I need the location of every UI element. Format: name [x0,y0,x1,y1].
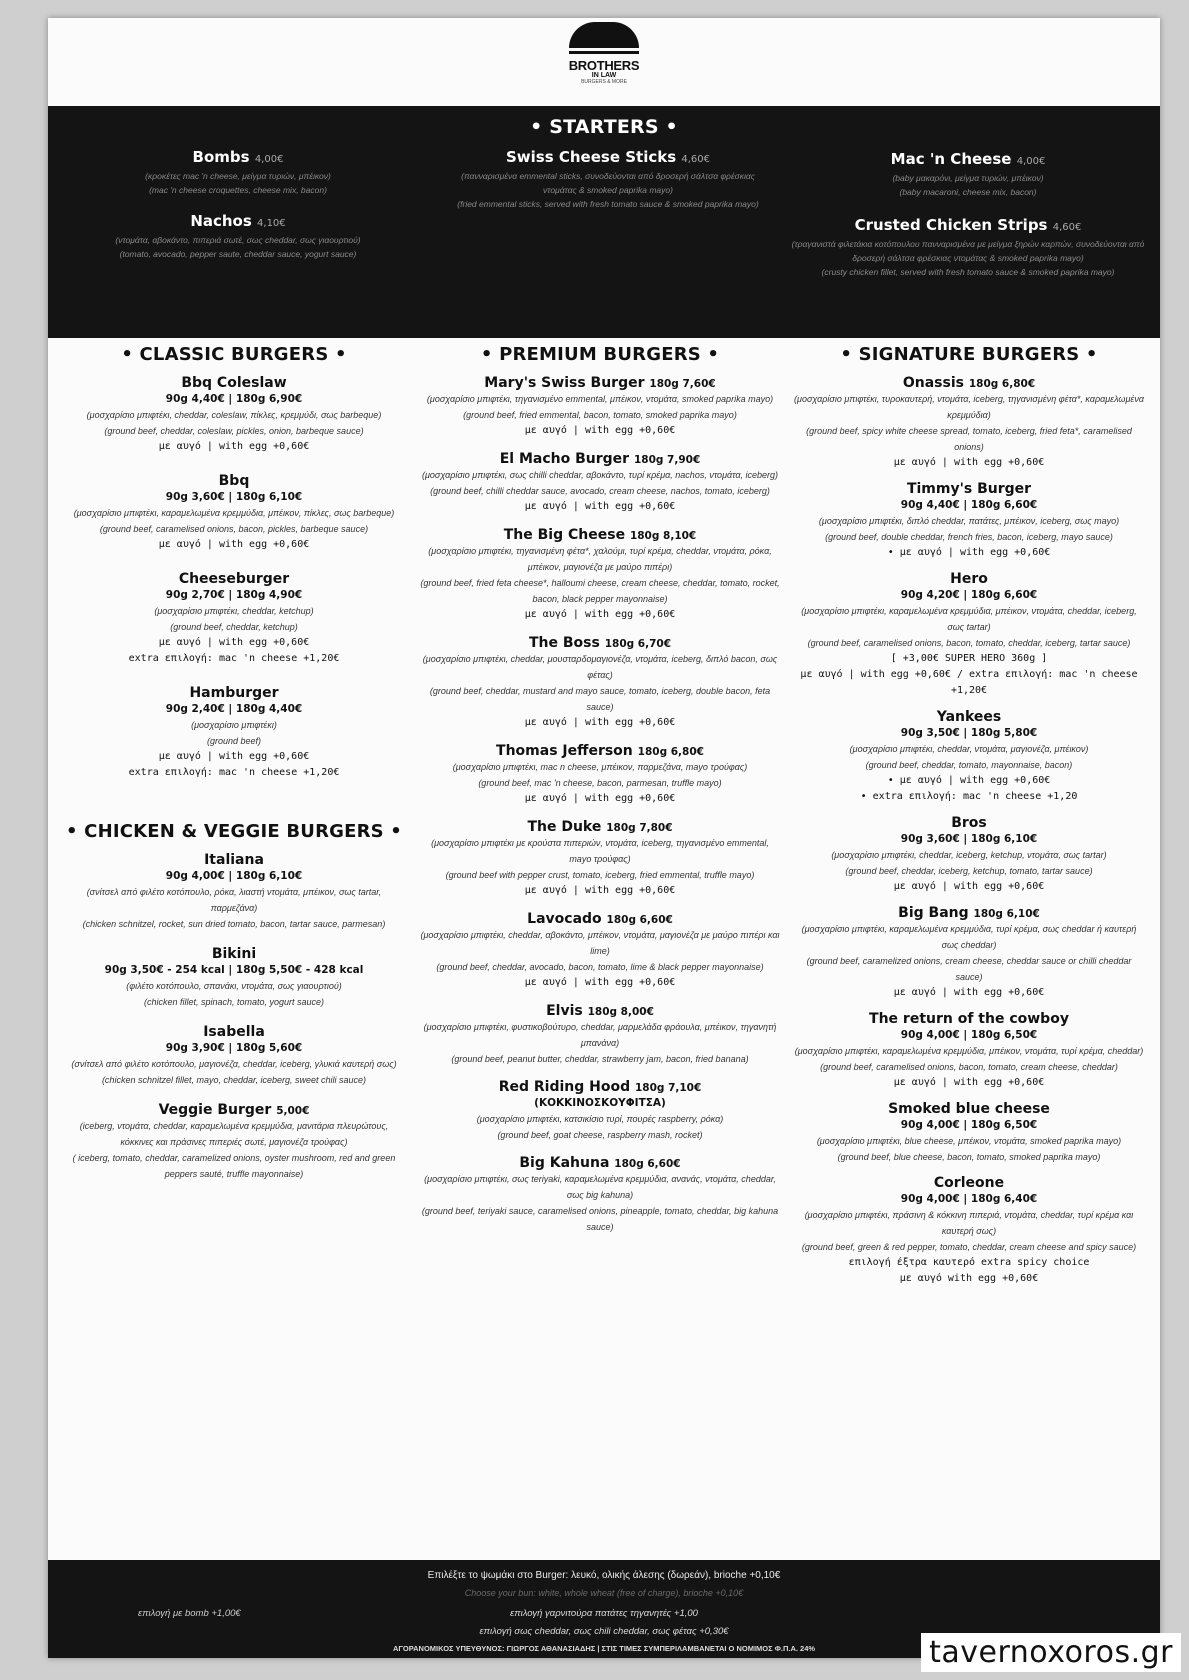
item-egg-option: με αυγό | with egg +0,60€ [524,977,676,988]
item-desc-en: (ground beef, cheddar, avocado, bacon, tomato, lime & black pepper mayonnaise) [436,962,764,972]
item-desc-en: (ground beef, blue cheese, bacon, tomato, smoked paprika mayo) [837,1152,1101,1162]
item-desc-gr: (μοσχαρίσιο μπιφτέκι, σως chilli cheddar, αβοκάντο, τυρί κρέμα, nachos, ντομάτα, iceberg) [421,470,779,480]
menu-item [64,946,404,1010]
item-name: Bros [951,815,987,831]
item-desc-en: (chicken schnitzel fillet, mayo, cheddar, iceberg, sweet chili sauce) [101,1075,367,1085]
item-name: Elvis 180g 8,00€ [546,1003,654,1019]
item-egg-option: με αυγό | with egg +0,60€ [158,539,310,550]
item-desc-gr: (μοσχαρίσιο μπιφτέκι, τυροκαυτερή, ντομάτα, iceberg, τηγανισμένη φέτα*, καραμελωμένα κρεμμύδια) [794,394,1144,420]
starter-item [68,148,408,197]
item-desc-gr: (μοσχαρίσιο μπιφτέκι, cheddar, ketchup) [154,606,314,616]
chicken-title: • CHICKEN & VEGGIE BURGERS • [66,821,402,842]
item-price: 180g 8,10€ [629,530,697,542]
item-name: Big Bang 180g 6,10€ [898,905,1040,921]
item-name: Bbq [218,473,250,489]
footer-bomb-note: επιλογή με bomb +1,00€ [138,1608,241,1619]
item-name: Cheeseburger [178,571,290,587]
item-egg-option: • με αυγό | with egg +0,60€ [887,775,1051,786]
item-prices: 90g 4,00€ | 180g 6,50€ [900,1119,1038,1131]
watermark: tavernoxoros.gr [921,1633,1181,1672]
column-classic [64,344,404,1196]
item-price: 180g 7,10€ [634,1082,702,1094]
footer-legal: ΑΓΟΡΑΝΟΜΙΚΟΣ ΥΠΕΥΘΥΝΟΣ: ΓΙΩΡΓΟΣ ΑΘΑΝΑΣΙΑΔΗΣ | ΣΤΙΣ ΤΙΜΕΣ ΣΥΜΠΕΡΙΛΑΜΒΑΝΕΤΑΙ Ο ΝΟΜΙΜΟΣ Φ.Π.Α. 24% [392,1644,816,1653]
item-name: The return of the cowboy [869,1011,1069,1027]
item-desc-gr: (μοσχαρίσιο μπιφτέκι, καραμελωμένα κρεμμύδια, μπέικον, ντομάτα, cheddar, iceberg, σως tartar) [801,606,1137,632]
starter-name: Crusted Chicken Strips 4,60€ [854,216,1082,234]
column-signature [794,344,1144,1297]
item-name: Veggie Burger 5,00€ [158,1102,310,1118]
item-desc-gr: (μοσχαρίσιο μπιφτέκι με κρούστα πιπεριών, ντομάτα, iceberg, τηγανισμένο emmental, mayo τρούφας) [431,838,769,864]
logo-dome-icon [569,22,639,48]
starters-section [48,106,1160,338]
menu-item [420,375,780,439]
starter-desc: (πανναρισμένα emmental sticks, συνοδεύονται από δροσερή σάλτσα φρέσκιας ντομάτας & smoked paprika mayo) (fried emmental sticks, served with fresh tomato sauce & smoked paprika mayo) [457,171,759,209]
item-name: Yankees [936,709,1002,725]
item-desc-en: ( iceberg, tomato, cheddar, caramelized onions, oyster mushroom, red and green peppers sauté, truffle mayonnaise) [72,1153,396,1179]
item-desc-en: (ground beef, teriyaki sauce, caramelised onions, pineapple, tomato, cheddar, big kahuna sauce) [421,1206,779,1232]
item-desc-en: (ground beef, caramelised onions, bacon, tomato, cream cheese, cheddar) [820,1062,1118,1072]
starter-desc: (κροκέτες mac 'n cheese, μείγμα τυριών, μπέικον) (mac 'n cheese croquettes, cheese mix, bacon) [145,171,331,195]
item-prices: 90g 4,40€ | 180g 6,90€ [165,393,303,405]
item-desc-gr: (μοσχαρίσιο μπιφτέκι) [191,720,277,730]
logo-divider [569,51,639,54]
item-extra-option: με αυγό | with egg +0,60€ / extra επιλογή: mac 'n cheese +1,20€ [800,669,1138,696]
item-desc-gr: (μοσχαρίσιο μπιφτέκι, mac n cheese, μπέικον, παρμεζάνα, mayo τρούφας) [452,762,748,772]
logo-brand-sub: IN LAW [591,72,617,79]
item-extra-option: • extra επιλογή: mac 'n cheese +1,20 [860,791,1078,802]
item-prices: 90g 4,00€ | 180g 6,40€ [900,1193,1038,1205]
classic-list [64,375,404,781]
menu-item [420,911,780,991]
item-egg-option: με αυγό | with egg +0,60€ [524,501,676,512]
menu-item [794,375,1144,471]
item-desc-gr: (μοσχαρίσιο μπιφτέκι, διπλό cheddar, πατάτες, μπέικον, iceberg, σως mayo) [818,516,1120,526]
starter-name: Swiss Cheese Sticks 4,60€ [505,148,711,166]
item-desc-en: (ground beef, chilli cheddar sauce, avocado, cream cheese, nachos, tomato, iceberg) [430,486,770,496]
item-name: Thomas Jefferson 180g 6,80€ [496,743,704,759]
item-name: Onassis 180g 6,80€ [902,375,1036,391]
item-desc-en: (ground beef, fried emmental, bacon, tomato, smoked paprika mayo) [463,410,737,420]
column-premium [420,344,780,1247]
starter-name: Nachos 4,10€ [190,212,286,230]
logo-brand-tag: BURGERS & MORE [581,79,627,85]
menu-item [794,1011,1144,1091]
item-desc-en: (ground beef, green & red pepper, tomato, cheddar, cream cheese and spicy sauce) [801,1242,1137,1252]
item-name: Timmy's Burger [906,481,1032,497]
item-desc-gr: (μοσχαρίσιο μπιφτέκι, blue cheese, μπέικον, ντομάτα, smoked paprika mayo) [816,1136,1122,1146]
item-desc-en: (ground beef, cheddar, coleslaw, pickles, onion, barbeque sauce) [104,426,364,436]
item-egg-option: με αυγό | with egg +0,60€ [524,609,676,620]
item-price: 180g 6,80€ [637,746,704,758]
menu-item [420,1079,780,1143]
item-egg-option: με αυγό | with egg +0,60€ [524,793,676,804]
item-desc-gr: (iceberg, ντομάτα, cheddar, καραμελωμένα κρεμμύδια, μανιτάρια πλευρώτους, κόκκινες και πράσινες πιπεριές σωτέ, μαγιονέζα τρούφας) [79,1121,389,1147]
item-egg-option: με αυγό | with egg +0,60€ [524,425,676,436]
menu-item [420,1003,780,1067]
item-name: Smoked blue cheese [888,1101,1050,1117]
logo-brand-name: BROTHERS [568,58,640,73]
item-prices: 90g 3,50€ - 254 kcal | 180g 5,50€ - 428 kcal [104,964,364,976]
chicken-list [64,852,404,1182]
item-name: Lavocado 180g 6,60€ [527,911,673,927]
menu-item [64,571,404,667]
item-egg-option: με αυγό | with egg +0,60€ [158,637,310,648]
menu-item [420,451,780,515]
item-egg-option: με αυγό | with egg +0,60€ [893,881,1045,892]
item-egg-option: με αυγό | with egg +0,60€ [893,457,1045,468]
item-desc-en: (ground beef, cheddar, tomato, mayonnaise, bacon) [865,760,1073,770]
premium-title: • PREMIUM BURGERS • [480,344,720,365]
footer-sauce-note: επιλογή σως cheddar, σως chili cheddar, σως φέτας +0,30€ [479,1626,729,1637]
item-name: Hero [950,571,988,587]
item-egg-option: με αυγό | with egg +0,60€ [893,987,1045,998]
item-name: Hamburger [189,685,279,701]
item-desc-gr: (μοσχαρίσιο μπιφτέκι, cheddar, μουσταρδομαγιονέζα, ντομάτα, iceberg, διπλό bacon, σως φέτας) [422,654,778,680]
item-name: The Big Cheese 180g 8,10€ [503,527,697,543]
menu-item [64,1024,404,1088]
item-desc-en: (ground beef, caramelised onions, bacon, tomato, cheddar, iceberg, tartar sauce) [807,638,1131,648]
starter-name: Bombs 4,00€ [192,148,284,166]
item-prices: 90g 4,00€ | 180g 6,10€ [165,870,303,882]
starter-desc: (τραγανιστά φιλετάκια κοτόπουλου πανναρισμένα με μείγμα ξηρών καρπών, συνοδεύονται από δροσερή σάλτσα φρέσκιας ντομάτας & smoked paprika mayo) (crusty chicken fillet, served with fresh tomato sauce & smoked paprika mayo) [791,239,1145,277]
item-desc-gr: (μοσχαρίσιο μπιφτέκι, φυστικοβούτυρο, cheddar, μαρμελάδα φράουλα, μπέικον, τηγανητή μπανάνα) [423,1022,777,1048]
item-egg-option: επιλογή έξτρα καυτερό extra spicy choice [848,1257,1090,1268]
menu-item [794,481,1144,561]
item-name: Bikini [211,946,257,962]
signature-title: • SIGNATURE BURGERS • [840,344,1098,365]
menu-item [64,473,404,553]
item-desc-en: (ground beef, double cheddar, french fries, bacon, iceberg, mayo sauce) [825,532,1113,542]
item-name: Red Riding Hood 180g 7,10€ [498,1079,702,1095]
item-desc-en: (ground beef, fried feta cheese*, halloumi cheese, cream cheese, cheddar, tomato, rocket, bacon, black pepper mayonnaise) [420,578,780,604]
item-extra-option: με αυγό with egg +0,60€ [899,1273,1039,1284]
item-desc-en: (chicken fillet, spinach, tomato, yogurt sauce) [143,997,325,1007]
classic-title: • CLASSIC BURGERS • [121,344,347,365]
menu-item [794,1175,1144,1287]
starter-item [68,212,408,261]
item-desc-gr: (μοσχαρίσιο μπιφτέκι, cheddar, ντομάτα, μαγιονέζα, μπέικον) [849,744,1089,754]
item-price: 180g 6,60€ [606,914,673,926]
item-price: 180g 8,00€ [587,1006,654,1018]
item-desc-en: (ground beef) [206,736,262,746]
item-desc-en: (ground beef, peanut butter, cheddar, strawberry jam, bacon, fried banana) [451,1054,749,1064]
item-desc-gr: (μοσχαρίσιο μπιφτέκι, cheddar, coleslaw, πίκλες, κρεμμύδι, σως barbeque) [86,410,382,420]
item-desc-gr: (μοσχαρίσιο μπιφτέκι, τηγανισμένη φέτα*, χαλούμι, τυρί κρέμα, cheddar, ντομάτα, ρόκα, μπέικον, μαγιονέζα με μαύρο πιπέρι) [428,546,772,572]
item-egg-option: με αυγό | with egg +0,60€ [524,717,676,728]
item-desc-en: (ground beef, spicy white cheese spread, tomato, iceberg, fried feta*, caramelised onions) [806,426,1132,452]
item-desc-en: (ground beef, goat cheese, raspberry mash, rocket) [497,1130,703,1140]
starters-title: • STARTERS • [530,116,678,138]
item-egg-option: • με αυγό | with egg +0,60€ [887,547,1051,558]
item-desc-en: (ground beef, cheddar, iceberg, ketchup, tomato, tartar sauce) [845,866,1093,876]
menu-item [64,375,404,455]
starter-item [448,148,768,211]
item-desc-gr: (μοσχαρίσιο μπιφτέκι, καραμελωμένα κρεμμύδια, μπέικον, πίκλες, σως barbeque) [73,508,395,518]
item-desc-gr: (μοσχαρίσιο μπιφτέκι, τηγανισμένο emmental, μπέικον, ντομάτα, smoked paprika mayo) [426,394,774,404]
item-prices: (ΚΟΚΚΙΝΟΣΚΟΥΦΙΤΣΑ) [534,1097,666,1109]
menu-item [420,1155,780,1235]
item-name: El Macho Burger 180g 7,90€ [499,451,701,467]
item-desc-gr: (φιλέτο κοτόπουλο, σπανάκι, ντομάτα, σως γιαουρτιού) [126,981,342,991]
item-price: 180g 6,80€ [968,378,1036,390]
item-name: Mary's Swiss Burger 180g 7,60€ [484,375,716,391]
signature-list [794,375,1144,1287]
item-price: 180g 7,80€ [606,822,673,834]
menu-item [64,852,404,932]
item-egg-option: με αυγό | with egg +0,60€ [158,751,310,762]
item-prices: 90g 4,00€ | 180g 6,50€ [900,1029,1038,1041]
menu-page [48,18,1160,1658]
menu-item [64,1102,404,1182]
item-desc-gr: (μοσχαρίσιο μπιφτέκι, καραμελωμένα κρεμμύδια, τυρί κρέμα, σως cheddar ή καυτερή σως cheddar) [801,924,1137,950]
item-egg-option: με αυγό | with egg +0,60€ [158,441,310,452]
menu-item [794,905,1144,1001]
starter-desc: (baby μακαρόνι, μείγμα τυριών, μπέικον) (baby macaroni, cheese mix, bacon) [892,173,1044,197]
brand-logo [48,22,1160,85]
menu-item [420,819,780,899]
starter-item [798,150,1138,199]
menu-item [794,1101,1144,1165]
item-egg-option: με αυγό | with egg +0,60€ [893,1077,1045,1088]
item-price: 180g 6,70€ [604,638,672,650]
item-price: 5,00€ [276,1105,310,1117]
item-desc-gr: (σνίτσελ από φιλέτο κοτόπουλο, μαγιονέζα, cheddar, iceberg, γλυκιά καυτερή σως) [71,1059,397,1069]
item-name: Isabella [203,1024,265,1040]
item-prices: 90g 3,60€ | 180g 6,10€ [165,491,303,503]
item-desc-en: (chicken schnitzel, rocket, sun dried tomato, bacon, tartar sauce, parmesan) [82,919,386,929]
item-price: 180g 6,10€ [973,908,1040,920]
item-egg-option: με αυγό | with egg +0,60€ [524,885,676,896]
menu-item [420,635,780,731]
item-extra-option: extra επιλογή: mac 'n cheese +1,20€ [128,767,340,778]
menu-item [794,709,1144,805]
item-desc-en: (ground beef, caramelized onions, cream cheese, cheddar sauce or chilli cheddar sauce) [806,956,1132,982]
item-desc-gr: (μοσχαρίσιο μπιφτέκι, πράσινη & κόκκινη πιπεριά, ντομάτα, cheddar, τυρί κρέμα και καυτερή σως) [804,1210,1134,1236]
item-egg-option: [ +3,00€ SUPER HERO 360g ] [890,653,1048,664]
starter-item [788,216,1148,279]
item-prices: 90g 2,70€ | 180g 4,90€ [165,589,303,601]
item-desc-gr: (μοσχαρίσιο μπιφτέκι, καραμελωμένα κρεμμύδια, μπέικον, ντομάτα, τυρί κρέμα, cheddar) [794,1046,1144,1056]
footer-bun-note: Επιλέξτε το ψωμάκι στο Burger: λευκό, ολικής άλεσης (δωρεάν), brioche +0,10€ [427,1570,781,1581]
item-desc-gr: (μοσχαρίσιο μπιφτέκι, κατσικίσιο τυρί, πουρές raspberry, ρόκα) [476,1114,724,1124]
footer-bun-note-en: Choose your bun: white, whole wheat (free of charge), brioche +0,10€ [464,1588,744,1598]
item-price: 180g 6,60€ [614,1158,681,1170]
menu-item [64,685,404,781]
item-prices: 90g 3,90€ | 180g 5,60€ [165,1042,303,1054]
starter-desc: (ντομάτα, αβοκάντο, πιπεριά σωτέ, σως cheddar, σως γιαουρτιού) (tomato, avocado, pepper saute, cheddar sauce, yogurt sauce) [115,235,361,259]
item-prices: 90g 4,20€ | 180g 6,60€ [900,589,1038,601]
item-name: Italiana [204,852,264,868]
item-name: The Boss 180g 6,70€ [528,635,672,651]
item-prices: 90g 4,40€ | 180g 6,60€ [900,499,1038,511]
item-name: Corleone [933,1175,1005,1191]
item-extra-option: extra επιλογή: mac 'n cheese +1,20€ [128,653,340,664]
menu-item [420,743,780,807]
item-prices: 90g 3,60€ | 180g 6,10€ [900,833,1038,845]
footer-fries-note: επιλογή γαρνιτούρα πατάτες τηγανητές +1,00 [510,1608,698,1619]
item-prices: 90g 2,40€ | 180g 4,40€ [165,703,303,715]
starter-name: Mac 'n Cheese 4,00€ [890,150,1046,168]
item-name: Big Kahuna 180g 6,60€ [519,1155,681,1171]
item-desc-en: (ground beef with pepper crust, tomato, iceberg, fried emmental, truffle mayo) [445,870,755,880]
menu-item [420,527,780,623]
item-desc-en: (ground beef, cheddar, mustard and mayo sauce, tomato, iceberg, double bacon, feta sauce) [429,686,771,712]
item-desc-gr: (μοσχαρίσιο μπιφτέκι, cheddar, iceberg, ketchup, ντομάτα, σως tartar) [831,850,1107,860]
item-price: 180g 7,60€ [649,378,716,390]
menu-item [794,815,1144,895]
item-desc-gr: (μοσχαρίσιο μπιφτέκι, σως teriyaki, καραμελωμένα κρεμμύδια, ανανάς, ντομάτα, cheddar, σως big kahuna) [424,1174,776,1200]
item-price: 180g 7,90€ [633,454,701,466]
item-desc-gr: (σνίτσελ από φιλέτο κοτόπουλο, ρόκα, λιαστή ντομάτα, μπέικον, σως tartar, παρμεζάνα) [86,887,382,913]
item-desc-en: (ground beef, cheddar, ketchup) [170,622,298,632]
item-desc-gr: (μοσχαρίσιο μπιφτέκι, cheddar, αβοκάντο, μπέικον, ντομάτα, μαγιονέζα με μαύρο πιπέρι και lime) [420,930,780,956]
item-name: Bbq Coleslaw [181,375,287,391]
menu-item [794,571,1144,699]
item-desc-en: (ground beef, caramelised onions, bacon, pickles, barbeque sauce) [99,524,369,534]
item-desc-en: (ground beef, mac 'n cheese, bacon, parmesan, truffle mayo) [478,778,722,788]
item-name: The Duke 180g 7,80€ [527,819,673,835]
item-prices: 90g 3,50€ | 180g 5,80€ [900,727,1038,739]
premium-list [420,375,780,1235]
